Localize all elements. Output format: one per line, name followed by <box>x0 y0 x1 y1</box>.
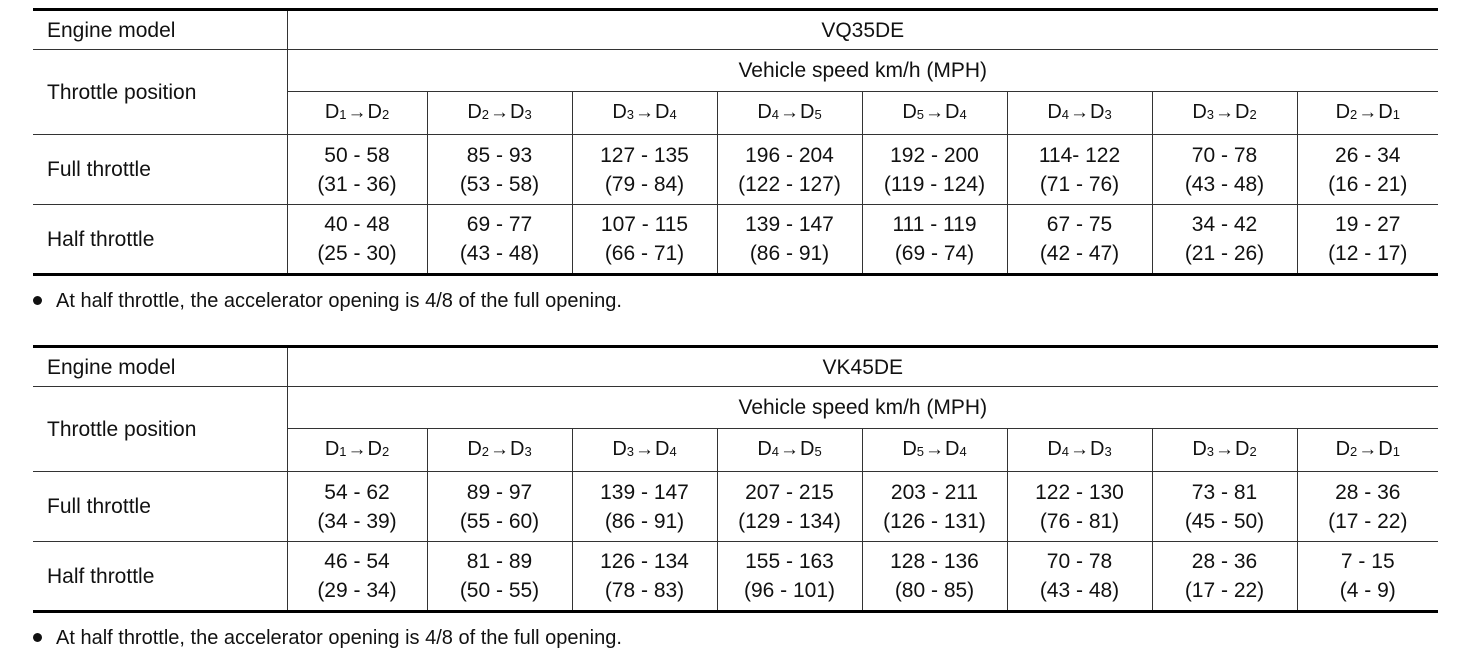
table-row-full-throttle <box>33 135 1438 205</box>
speed-cell: 26 - 34 (16 - 21) <box>1297 135 1438 205</box>
throttle-position-label: Throttle position <box>33 50 287 135</box>
speed-cell: 70 - 78 (43 - 48) <box>1007 542 1152 612</box>
spec-table <box>33 8 1438 276</box>
table-row-half-throttle <box>33 542 1438 612</box>
spec-table <box>33 345 1438 613</box>
speed-cell: 111 - 119 (69 - 74) <box>862 205 1007 275</box>
shift-header: $D_2\to D_3$ <box>427 429 572 472</box>
footnote <box>33 286 622 316</box>
table-row-full-throttle <box>33 472 1438 542</box>
speed-cell: 128 - 136 (80 - 85) <box>862 542 1007 612</box>
arrow-right-icon: → <box>1070 102 1089 123</box>
arrow-right-icon: → <box>780 439 799 460</box>
vehicle-speed-label: Vehicle speed km/h (MPH) <box>287 387 1438 429</box>
arrow-right-icon: → <box>347 102 367 123</box>
bullet-icon <box>33 296 42 305</box>
speed-cell: 40 - 48 (25 - 30) <box>287 205 427 275</box>
speed-cell: 28 - 36 (17 - 22) <box>1152 542 1297 612</box>
arrow-right-icon: → <box>635 439 654 460</box>
shift-header: $D_3\to D_4$ <box>572 92 717 135</box>
shift-header: $D_2\to D_1$ <box>1297 429 1438 472</box>
shift-header: $D_2\to D_1$ <box>1297 92 1438 135</box>
speed-cell: 67 - 75 (42 - 47) <box>1007 205 1152 275</box>
bullet-icon <box>33 633 42 642</box>
arrow-right-icon: → <box>1215 102 1234 123</box>
engine-model-value: VK45DE <box>287 347 1438 387</box>
arrow-right-icon: → <box>1358 102 1378 123</box>
arrow-right-icon: → <box>490 439 509 460</box>
vehicle-speed-label: Vehicle speed km/h (MPH) <box>287 50 1438 92</box>
row-label: Half throttle <box>33 542 287 612</box>
footnote <box>33 623 622 653</box>
shift-header: $D_3\to D_2$ <box>1152 429 1297 472</box>
shift-header: $D_4\to D_3$ <box>1007 429 1152 472</box>
shift-header: $D_1\to D_2$ <box>287 429 427 472</box>
engine-model-label: Engine model <box>33 347 287 387</box>
speed-cell: 126 - 134 (78 - 83) <box>572 542 717 612</box>
shift-header: $D_4\to D_5$ <box>717 92 862 135</box>
speed-cell: 34 - 42 (21 - 26) <box>1152 205 1297 275</box>
throttle-position-label: Throttle position <box>33 387 287 472</box>
shift-header: $D_4\to D_5$ <box>717 429 862 472</box>
footnote-text: At half throttle, the accelerator opening is 4/8 of the full opening. <box>56 627 622 649</box>
footnote-text: At half throttle, the accelerator opening is 4/8 of the full opening. <box>56 290 622 312</box>
shift-header: $D_2\to D_3$ <box>427 92 572 135</box>
speed-cell: 70 - 78 (43 - 48) <box>1152 135 1297 205</box>
arrow-right-icon: → <box>925 439 944 460</box>
arrow-right-icon: → <box>490 102 509 123</box>
row-label: Half throttle <box>33 205 287 275</box>
arrow-right-icon: → <box>925 102 944 123</box>
speed-cell: 196 - 204 (122 - 127) <box>717 135 862 205</box>
arrow-right-icon: → <box>1358 439 1378 460</box>
arrow-right-icon: → <box>347 439 367 460</box>
speed-cell: 19 - 27 (12 - 17) <box>1297 205 1438 275</box>
speed-cell: 127 - 135 (79 - 84) <box>572 135 717 205</box>
speed-cell: 203 - 211 (126 - 131) <box>862 472 1007 542</box>
speed-cell: 54 - 62 (34 - 39) <box>287 472 427 542</box>
arrow-right-icon: → <box>635 102 654 123</box>
shift-table-vk45de <box>33 345 1438 613</box>
arrow-right-icon: → <box>780 102 799 123</box>
arrow-right-icon: → <box>1215 439 1234 460</box>
shift-header: $D_4\to D_3$ <box>1007 92 1152 135</box>
shift-table-vq35de <box>33 8 1438 276</box>
speed-cell: 192 - 200 (119 - 124) <box>862 135 1007 205</box>
shift-header: $D_1\to D_2$ <box>287 92 427 135</box>
speed-cell: 89 - 97 (55 - 60) <box>427 472 572 542</box>
speed-cell: 46 - 54 (29 - 34) <box>287 542 427 612</box>
speed-cell: 50 - 58 (31 - 36) <box>287 135 427 205</box>
table-row-half-throttle <box>33 205 1438 275</box>
row-label: Full throttle <box>33 135 287 205</box>
speed-cell: 69 - 77 (43 - 48) <box>427 205 572 275</box>
speed-cell: 28 - 36 (17 - 22) <box>1297 472 1438 542</box>
speed-cell: 139 - 147 (86 - 91) <box>717 205 862 275</box>
speed-cell: 114- 122 (71 - 76) <box>1007 135 1152 205</box>
speed-cell: 122 - 130 (76 - 81) <box>1007 472 1152 542</box>
speed-cell: 7 - 15 (4 - 9) <box>1297 542 1438 612</box>
shift-header: $D_3\to D_2$ <box>1152 92 1297 135</box>
speed-cell: 73 - 81 (45 - 50) <box>1152 472 1297 542</box>
speed-cell: 81 - 89 (50 - 55) <box>427 542 572 612</box>
row-label: Full throttle <box>33 472 287 542</box>
shift-header: $D_5\to D_4$ <box>862 92 1007 135</box>
speed-cell: 207 - 215 (129 - 134) <box>717 472 862 542</box>
shift-header: $D_5\to D_4$ <box>862 429 1007 472</box>
shift-header: $D_3\to D_4$ <box>572 429 717 472</box>
speed-cell: 107 - 115 (66 - 71) <box>572 205 717 275</box>
speed-cell: 139 - 147 (86 - 91) <box>572 472 717 542</box>
engine-model-label: Engine model <box>33 10 287 50</box>
speed-cell: 155 - 163 (96 - 101) <box>717 542 862 612</box>
speed-cell: 85 - 93 (53 - 58) <box>427 135 572 205</box>
engine-model-value: VQ35DE <box>287 10 1438 50</box>
arrow-right-icon: → <box>1070 439 1089 460</box>
